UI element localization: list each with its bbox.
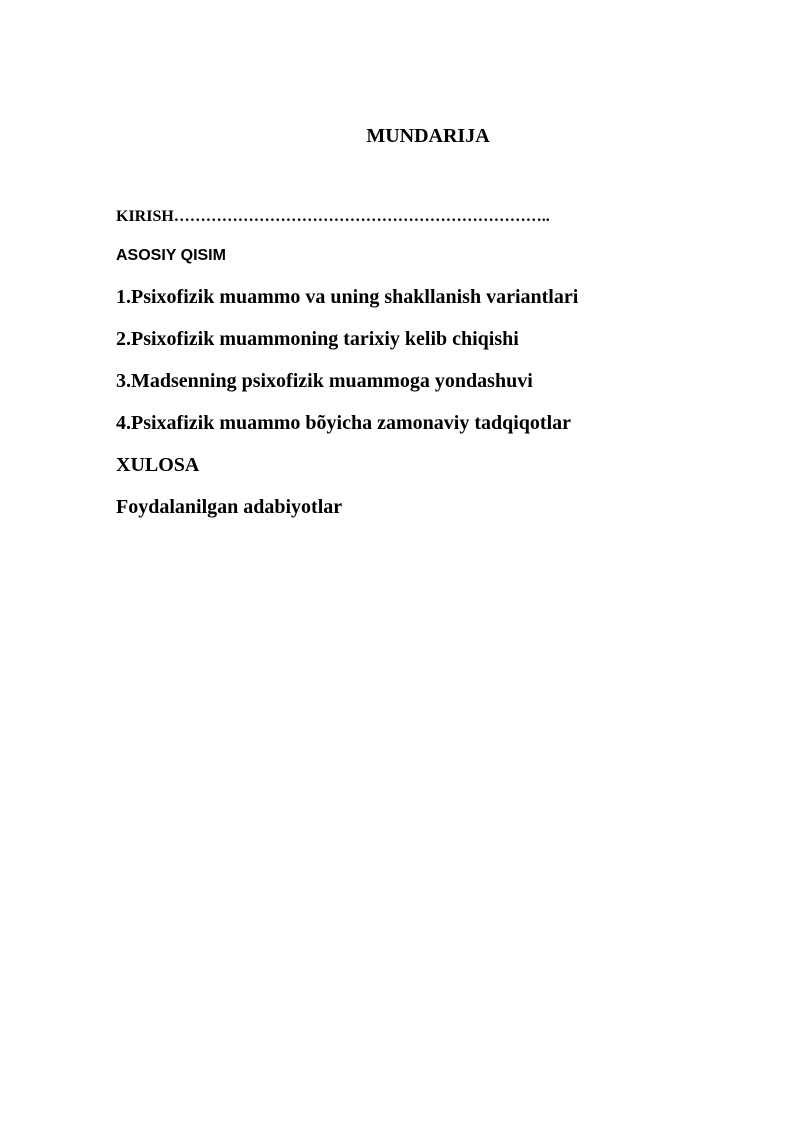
toc-entry-item-2: 2.Psixofizik muammoning tarixiy kelib chiqishi — [116, 328, 519, 350]
toc-entry-main-part: ASOSIY QISIM — [116, 247, 226, 264]
toc-entry-conclusion: XULOSA — [116, 454, 200, 476]
toc-entry-item-3: 3.Madsenning psixofizik muammoga yondashuvi — [116, 370, 533, 392]
toc-entry-intro: KIRISH…………………………………………………………….. — [116, 208, 550, 225]
page-title: MUNDARIJA — [366, 125, 490, 147]
toc-entry-references: Foydalanilgan adabiyotlar — [116, 496, 343, 518]
toc-entry-item-4: 4.Psixafizik muammo bõyicha zamonaviy tadqiqotlar — [116, 412, 572, 434]
toc-entry-item-1: 1.Psixofizik muammo va uning shakllanish variantlari — [116, 286, 579, 308]
